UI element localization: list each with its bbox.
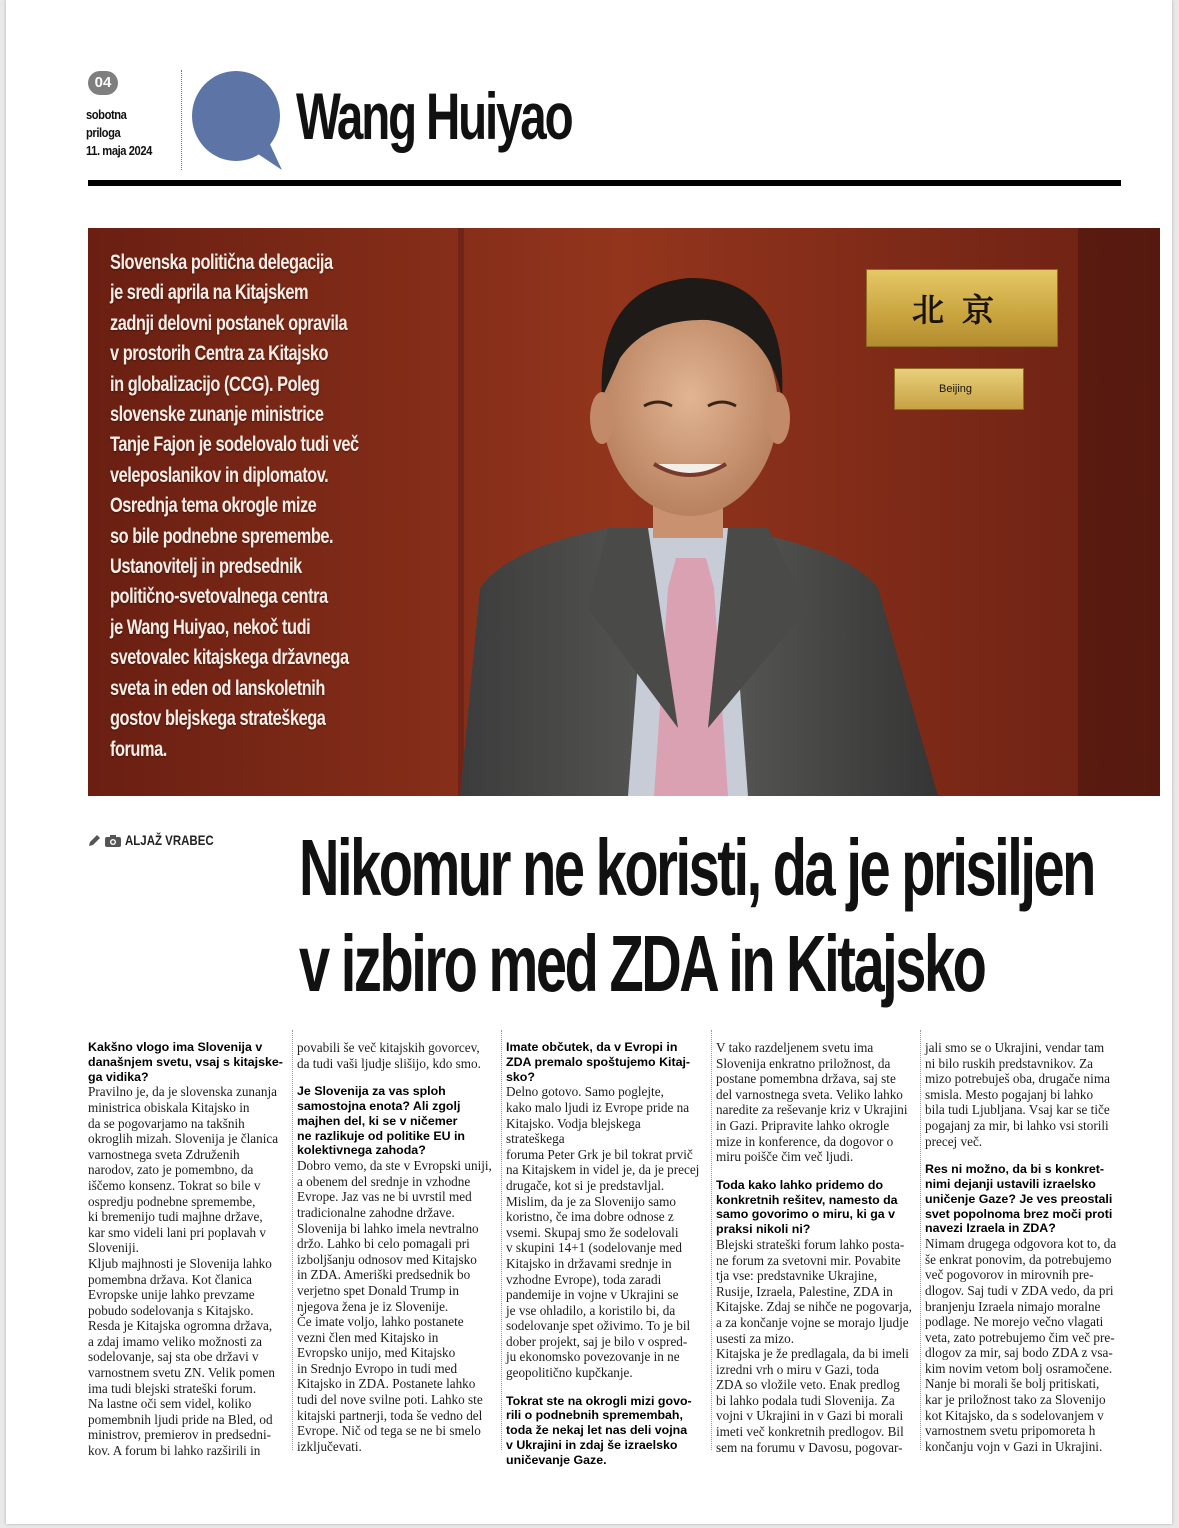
text-line: dlogov za mir, saj bodo ZDA z vsa- — [925, 1345, 1113, 1361]
text-line: več pogovorov in mirovnih pre- — [925, 1267, 1094, 1283]
interview-answer — [297, 1040, 493, 1071]
interview-question — [925, 1162, 1121, 1236]
text-line: še enkrat ponovim, da potrebujemo — [925, 1251, 1112, 1267]
text-line: drugače, kot si je predstavljal. — [506, 1177, 665, 1193]
text-line: uničenje Gaze? Je ves preostali — [925, 1191, 1113, 1206]
text-line: Nanje bi morali še bolj pritiskati, — [925, 1376, 1100, 1392]
text-line: praksi nikoli ni? — [716, 1222, 811, 1237]
text-line: bila tudi Ljubljana. Vsaj kar se tiče — [925, 1102, 1110, 1118]
text-line: Toda kako lahko pridemo do — [716, 1177, 884, 1192]
text-line: usesti za mizo. — [716, 1330, 795, 1346]
lede-line: je Wang Huiyao, nekoč tudi — [110, 615, 311, 639]
lede-line: so bile podnebne spremembe. — [110, 524, 334, 548]
paragraph-gap — [297, 1071, 493, 1084]
text-line: mizo potrebuješ oba, drugače nima — [925, 1071, 1110, 1087]
lede-line: Tanje Fajon je sodelovalo tudi več — [110, 433, 359, 457]
text-line: varnostnem svetu ZN. Velik pomen — [88, 1365, 275, 1381]
text-line: izredni vrh o miru v Gazi, toda — [716, 1361, 879, 1377]
text-line: pobudo sodelovanja s Kitajsko. — [88, 1302, 254, 1318]
text-line: narodov, zato je pomembno, da — [88, 1162, 254, 1178]
text-line: ga vidika? — [88, 1069, 149, 1084]
text-line: Sloveniji. — [88, 1240, 139, 1256]
text-line: v skupini 14+1 (sodelovanje med — [506, 1240, 682, 1256]
interview-answer — [925, 1040, 1121, 1149]
text-line: naredite za reševanje kriz v Ukrajini — [716, 1102, 908, 1118]
text-line: precej več. — [925, 1133, 983, 1149]
text-line: Kakšno vlogo ima Slovenija v — [88, 1040, 263, 1054]
text-line: a zdaj imamo veliko možnosti za — [88, 1333, 262, 1349]
text-line: kolektivnega zahoda? — [297, 1143, 426, 1158]
lede-line: Osrednja tema okrogle mize — [110, 494, 317, 518]
text-line: in ZDA. Ameriški predsednik bo — [297, 1267, 471, 1283]
text-line: Mislim, da je za Slovenijo samo — [506, 1193, 676, 1209]
article-column — [88, 1040, 284, 1459]
text-line: imeti več konkretnih predlogov. Bil — [716, 1424, 904, 1440]
paragraph-gap — [506, 1381, 702, 1394]
text-line: uničevanje Gaze. — [506, 1452, 607, 1467]
sign-label: Beijing — [939, 383, 973, 395]
text-line: pogajanj za mir, bi lahko vsi storili — [925, 1117, 1109, 1133]
headline-line: v izbiro med ZDA in Kitajsko — [299, 919, 985, 1008]
text-line: Kljub majhnosti je Slovenija lahko — [88, 1255, 272, 1271]
text-line: majhen del, ki se v ničemer — [297, 1113, 458, 1128]
article-column — [925, 1040, 1121, 1454]
text-line: okroglih mizah. Slovenija je članica — [88, 1131, 279, 1147]
interview-answer — [716, 1040, 912, 1165]
text-line: ni bilo ruskih predstavnikov. Za — [925, 1055, 1093, 1071]
text-line: konkretnih rešitev, namesto da — [716, 1192, 898, 1207]
text-line: Evrope. Nič od tega se ne bi smelo — [297, 1423, 481, 1439]
column-divider — [920, 1030, 921, 1450]
text-line: Kitajske. Zdaj se nihče ne pogovarja, — [716, 1299, 912, 1315]
lede-line: veleposlanikov in diplomatov. — [110, 463, 329, 487]
lede-line: zadnji delovni postanek opravila — [110, 311, 348, 335]
text-line: ospredju podnebne spremembe, — [88, 1193, 256, 1209]
issue-date: 11. maja 2024 — [86, 143, 152, 158]
pencil-icon — [88, 834, 101, 847]
text-line: V tako razdeljenem svetu ima — [716, 1040, 874, 1055]
text-line: Res ni možno, da bi s konkret- — [925, 1162, 1105, 1177]
lede-line: politično-svetovalnega centra — [110, 585, 328, 609]
interview-question — [716, 1178, 912, 1237]
text-line: samostojna enota? Ali zgolj — [297, 1098, 461, 1113]
text-line: da se pogovarjamo na takšnih — [88, 1115, 245, 1131]
text-line: kim novim vetom bolj osramočene. — [925, 1360, 1113, 1376]
text-line: ne razlikuje od politike EU in — [297, 1128, 465, 1143]
text-line: Kitajsko in državami srednje in — [506, 1255, 672, 1271]
text-line: pomembna država. Kot članica — [88, 1271, 253, 1287]
interview-answer — [88, 1084, 284, 1458]
speech-bubble-icon — [192, 70, 284, 174]
text-line: Kitajska je že predlagala, da bi imeli — [716, 1346, 909, 1362]
text-line: veta, zato potrebujemo čim več pre- — [925, 1329, 1115, 1345]
text-line: Evrope. Jaz vas ne bi uvrstil med — [297, 1189, 472, 1205]
text-line: na Kitajskem in videl je, da je precej — [506, 1162, 700, 1178]
interview-answer — [716, 1237, 912, 1455]
text-line: vzhodne Evrope), toda zaradi — [506, 1271, 662, 1287]
lede-line: v prostorih Centra za Kitajsko — [110, 342, 329, 366]
text-line: izključevati. — [297, 1438, 362, 1454]
text-line: geopolitično kupčkanje. — [506, 1365, 633, 1381]
text-line: iščemo konsenz. Tokrat so bile v — [88, 1177, 261, 1193]
text-line: nimi dejanji ustavili izraelsko — [925, 1176, 1096, 1191]
text-line: samo govorimo o miru, ki ga v — [716, 1207, 896, 1222]
text-line: sodelovanje spet oživimo. To je bil — [506, 1318, 691, 1334]
text-line: svet popolnoma brez moči proti — [925, 1206, 1113, 1221]
text-line: Dobro vemo, da ste v Evropski uniji, — [297, 1158, 492, 1174]
interview-answer — [925, 1236, 1121, 1454]
text-line: mize in konference, da dogovor o — [716, 1133, 894, 1149]
text-line: Pravilno je, da je slovenska zunanja — [88, 1084, 277, 1100]
paragraph-gap — [716, 1165, 912, 1178]
text-line: njegova žena je iz Slovenije. — [297, 1298, 449, 1314]
text-line: Rusije, Izraela, Palestine, ZDA in — [716, 1283, 893, 1299]
text-line: bi lahko podala tudi Slovenija. Za — [716, 1392, 895, 1408]
text-line: Na lastne oči sem videl, koliko — [88, 1396, 252, 1412]
text-line: a za končanje vojne se morajo ljudje — [716, 1314, 909, 1330]
text-line: varnostnega sveta Združenih — [88, 1146, 240, 1162]
text-line: sko? — [506, 1069, 535, 1084]
interview-answer — [506, 1084, 702, 1380]
text-line: Resda je Kitajska ogromna država, — [88, 1318, 273, 1334]
text-line: koristno, če ima dobre odnose z — [506, 1209, 674, 1225]
text-line: kako malo ljudi iz Evrope pride na — [506, 1099, 690, 1115]
column-divider — [711, 1030, 712, 1450]
text-line: Imate občutek, da v Evropi in — [506, 1040, 678, 1054]
interview-question — [88, 1040, 284, 1084]
text-line: foruma Peter Grk je bil tokrat prvič — [506, 1146, 693, 1162]
lede-line: Slovenska politična delegacija — [110, 251, 333, 274]
lede-line: sveta in eden od lanskoletnih — [110, 676, 325, 700]
text-line: in Srednjo Evropo in tudi med — [297, 1360, 458, 1376]
text-line: končanju vojn v Gazi in Ukrajini. — [925, 1438, 1103, 1454]
text-line: tradicionalne zahodne države. — [297, 1204, 455, 1220]
text-line: kot Kitajsko, da s sodelovanjem v — [925, 1407, 1104, 1423]
text-line: ministrov, premierov in predsedni- — [88, 1427, 271, 1443]
header-divider — [181, 70, 183, 170]
text-line: in Gazi. Pripravite lahko okrogle — [716, 1117, 890, 1133]
text-line: Evropske unije lahko prevzame — [88, 1287, 255, 1303]
text-line: ZDA premalo spoštujemo Kitaj- — [506, 1054, 691, 1069]
lede-line: svetovalec kitajskega državnega — [110, 646, 349, 670]
text-line: Tokrat ste na okrogli mizi govo- — [506, 1393, 692, 1408]
text-line: držo. Lahko bi celo pomagali pri — [297, 1236, 470, 1252]
header-rule — [88, 180, 1121, 186]
text-line: Če imate voljo, lahko postanete — [297, 1314, 464, 1330]
wall-sign-english — [894, 368, 1024, 410]
text-line: varnostnem svetu pripomoreta h — [925, 1423, 1096, 1439]
text-line: tja vse: predstavnike Ukrajine, — [716, 1268, 878, 1284]
text-line: Blejski strateški forum lahko posta- — [716, 1236, 905, 1252]
camera-icon — [105, 834, 121, 847]
text-line: jali smo se o Ukrajini, vendar tam — [925, 1040, 1105, 1055]
text-line: dlogov. Saj tudi v ZDA vedo, da pri — [925, 1282, 1114, 1298]
text-line: podlage. Ne morejo večno vlagati — [925, 1314, 1104, 1330]
interview-question — [297, 1084, 493, 1158]
text-line: verjetno spet Donald Trump in — [297, 1282, 459, 1298]
byline — [88, 832, 233, 848]
author-name: ALJAŽ VRABEC — [125, 832, 214, 848]
text-line: ima tudi blejski strateški forum. — [88, 1380, 257, 1396]
page-number: 04 — [88, 71, 118, 95]
text-line: Nimam drugega odgovora kot to, da — [925, 1236, 1117, 1252]
paragraph-gap — [925, 1149, 1121, 1162]
text-line: izboljšanju odnosov med Kitajsko — [297, 1251, 477, 1267]
text-line: vsemi. Skupaj smo že sodelovali — [506, 1224, 679, 1240]
interview-question — [506, 1394, 702, 1468]
text-line: Evropsko unijo, med Kitajsko — [297, 1345, 456, 1361]
text-line: navezi Izraela in ZDA? — [925, 1221, 1056, 1236]
text-line: kar smo videli lani pri poplavah v — [88, 1224, 266, 1240]
text-line: vojni v Ukrajini in v Gazi bi morali — [716, 1408, 904, 1424]
text-line: sem na forumu v Davosu, pogovar- — [716, 1439, 903, 1455]
text-line: ministrica obiskala Kitajsko in — [88, 1099, 250, 1115]
text-line: pandemije in vojne v Ukrajini se — [506, 1287, 679, 1303]
supplement-line: priloga — [86, 125, 121, 140]
lede-line: gostov blejskega strateškega — [110, 707, 326, 731]
text-line: dober projekt, saj je bilo v ospred- — [506, 1333, 688, 1349]
text-line: postane pomembna država, saj ste — [716, 1071, 896, 1087]
text-line: ki bremenijo tudi majhne države, — [88, 1209, 263, 1225]
lede-line: foruma. — [110, 737, 167, 761]
article-column — [297, 1040, 493, 1454]
text-line: Slovenija enkratno priložnost, da — [716, 1055, 891, 1071]
article-column — [716, 1040, 912, 1455]
text-line: smisla. Mesto pogajanj bi lahko — [925, 1086, 1094, 1102]
text-line: Delno gotovo. Samo poglejte, — [506, 1084, 664, 1100]
text-line: kov. A forum bi lahko razširili in — [88, 1443, 261, 1459]
text-line: kitajski partnerji, toda še vedno del — [297, 1407, 483, 1423]
headline-line: Nikomur ne koristi, da je prisiljen — [299, 823, 1094, 912]
text-line: pomembnih ljudi pride na Bled, od — [88, 1411, 273, 1427]
text-line: ZDA so vložile veto. Enak predlog — [716, 1377, 900, 1393]
text-line: kar je priložnost tako za Slovenijo — [925, 1392, 1106, 1408]
text-line: Kitajsko. Vodja blejskega strateškega — [506, 1115, 641, 1147]
text-line: miru poišče čim več ljudi. — [716, 1149, 854, 1165]
lede-line: in globalizacijo (CCG). Poleg — [110, 372, 320, 396]
interviewee-name: Wang Huiyao — [296, 79, 572, 153]
text-line: Je Slovenija za vas sploh — [297, 1084, 446, 1099]
headline — [299, 820, 1094, 1012]
lede-line: Ustanovitelj in predsednik — [110, 555, 302, 579]
wall-sign-chinese: 北京 — [866, 269, 1058, 347]
interview-answer — [297, 1158, 493, 1454]
text-line: je vse ohladilo, a koristilo bi, da — [506, 1302, 676, 1318]
text-line: rili o podnebnih spremembah, — [506, 1408, 683, 1423]
text-line: a obenem del srednje in vzhodne — [297, 1173, 471, 1189]
column-divider — [501, 1030, 502, 1450]
interview-question — [506, 1040, 702, 1084]
lede-text — [110, 248, 410, 765]
text-line: Kitajsko in ZDA. Postanete lahko — [297, 1376, 476, 1392]
text-line: ju ekonomsko povezovanje in ne — [506, 1349, 680, 1365]
text-line: vezni člen med Kitajsko in — [297, 1329, 439, 1345]
text-line: del varnostnega sveta. Veliko lahko — [716, 1086, 903, 1102]
text-line: povabili še več kitajskih govorcev, — [297, 1040, 480, 1055]
newspaper-page — [6, 0, 1172, 1524]
text-line: Slovenija bi lahko imela nevtralno — [297, 1220, 479, 1236]
text-line: sodelovanje, saj sta obe državi v — [88, 1349, 259, 1365]
text-line: branjenju Izraela nimajo moralne — [925, 1298, 1101, 1314]
lede-line: je sredi aprila na Kitajskem — [110, 281, 309, 305]
text-line: tudi del nove svilne poti. Lahko ste — [297, 1392, 483, 1408]
text-line: v Ukrajini in zdaj še izraelsko — [506, 1438, 678, 1453]
supplement-line: sobotna — [86, 107, 127, 122]
text-line: da tudi vaši ljudje slišijo, kdo smo. — [297, 1055, 481, 1071]
text-line: današnjem svetu, vsaj s kitajske- — [88, 1054, 283, 1069]
portrait-photo — [88, 228, 1160, 796]
text-line: ne forum za svetovni mir. Povabite — [716, 1252, 901, 1268]
article-column — [506, 1040, 702, 1468]
lede-line: slovenske zunanje ministrice — [110, 403, 324, 427]
column-divider — [292, 1030, 293, 1450]
supplement-info — [86, 106, 176, 160]
text-line: toda že nekaj let nas deli vojna — [506, 1423, 688, 1438]
